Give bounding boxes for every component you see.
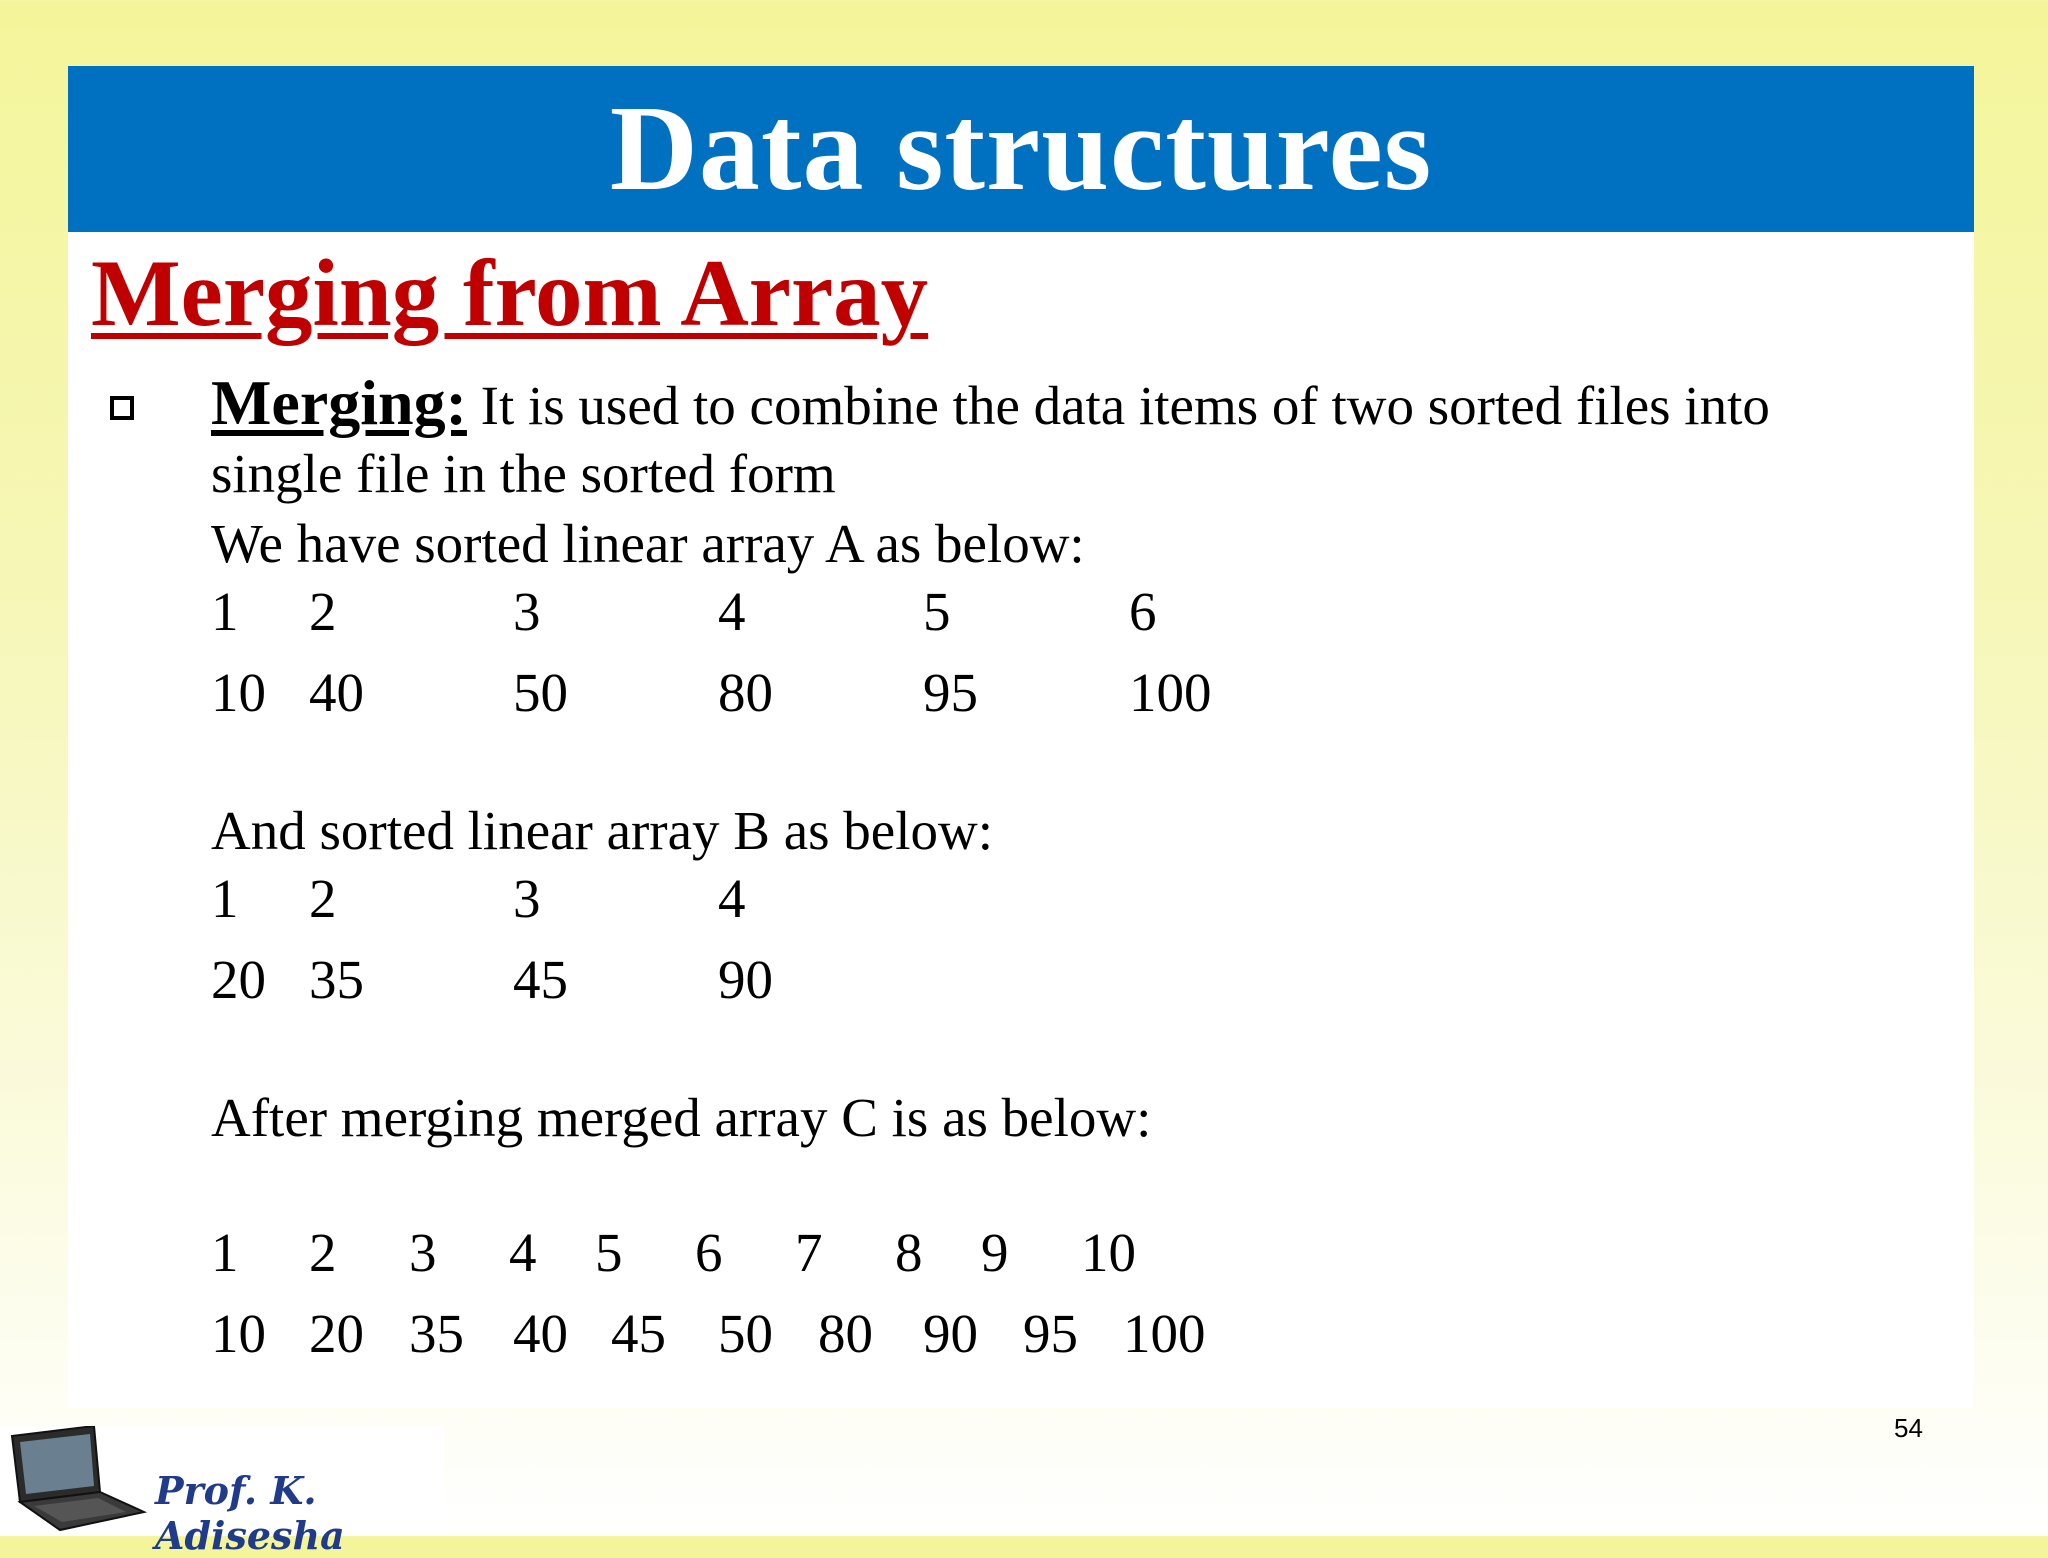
- array-c-value: 80: [818, 1303, 873, 1364]
- array-c-value: 35: [409, 1303, 464, 1364]
- slide-title: Data structures: [609, 81, 1433, 216]
- array-b-value: 45: [513, 949, 568, 1010]
- array-c-index: 9: [981, 1222, 1009, 1283]
- array-c-index: 7: [795, 1222, 823, 1283]
- array-a-caption: We have sorted linear array A as below:: [211, 513, 1085, 574]
- array-c-value: 90: [923, 1303, 978, 1364]
- array-c-index: 3: [409, 1222, 437, 1283]
- array-b-index: 1: [211, 868, 239, 929]
- array-c-value: 40: [513, 1303, 568, 1364]
- array-c-index: 1: [211, 1222, 239, 1283]
- array-a-value: 80: [718, 662, 773, 723]
- array-c-index-row: [211, 1221, 1911, 1291]
- array-a-value: 100: [1129, 662, 1212, 723]
- array-a-index: 4: [718, 581, 746, 642]
- array-b-value: 90: [718, 949, 773, 1010]
- array-a-index-row: [211, 580, 1911, 650]
- array-a-value: 40: [309, 662, 364, 723]
- array-c-index: 5: [595, 1222, 623, 1283]
- array-a-value: 10: [211, 662, 266, 723]
- slide-subtitle: Merging from Array: [91, 240, 929, 346]
- array-c-value: 20: [309, 1303, 364, 1364]
- author-logo: [0, 1426, 444, 1558]
- array-c-value: 100: [1123, 1303, 1206, 1364]
- array-c-value-row: [211, 1302, 1911, 1372]
- array-a-index: 1: [211, 581, 239, 642]
- array-c-caption: After merging merged array C is as below:: [211, 1087, 1152, 1148]
- array-a-value: 95: [923, 662, 978, 723]
- author-name: Prof. K. Adisesha: [155, 1468, 345, 1558]
- title-bar: [68, 66, 1974, 232]
- array-b-value: 35: [309, 949, 364, 1010]
- array-c-value: 95: [1023, 1303, 1078, 1364]
- array-c-index: 8: [895, 1222, 923, 1283]
- array-b-value-row: [211, 948, 1911, 1018]
- slide-panel: [68, 66, 1974, 1408]
- array-b-caption: And sorted linear array B as below:: [211, 800, 993, 861]
- array-c-index: 2: [309, 1222, 337, 1283]
- array-b-value: 20: [211, 949, 266, 1010]
- array-c-index: 6: [695, 1222, 723, 1283]
- definition-line-2: single file in the sorted form: [211, 443, 836, 504]
- array-c-index: 4: [509, 1222, 537, 1283]
- array-a-value: 50: [513, 662, 568, 723]
- definition-text-1: It is used to combine the data items of two sorted files into: [466, 375, 1770, 436]
- array-c-value: 10: [211, 1303, 266, 1364]
- array-b-index: 4: [718, 868, 746, 929]
- array-c-value: 45: [611, 1303, 666, 1364]
- laptop-icon: [4, 1426, 154, 1536]
- array-a-value-row: [211, 661, 1911, 731]
- array-b-index-row: [211, 867, 1911, 937]
- array-c-value: 50: [718, 1303, 773, 1364]
- bullet-square-icon: [110, 396, 134, 420]
- page-number: 54: [1894, 1413, 1923, 1443]
- array-a-index: 5: [923, 581, 951, 642]
- definition-line-1: [211, 366, 1770, 440]
- array-b-index: 3: [513, 868, 541, 929]
- array-c-index: 10: [1081, 1222, 1136, 1283]
- array-a-index: 3: [513, 581, 541, 642]
- definition-term: Merging:: [211, 367, 467, 438]
- array-a-index: 6: [1129, 581, 1157, 642]
- array-a-index: 2: [309, 581, 337, 642]
- array-b-index: 2: [309, 868, 337, 929]
